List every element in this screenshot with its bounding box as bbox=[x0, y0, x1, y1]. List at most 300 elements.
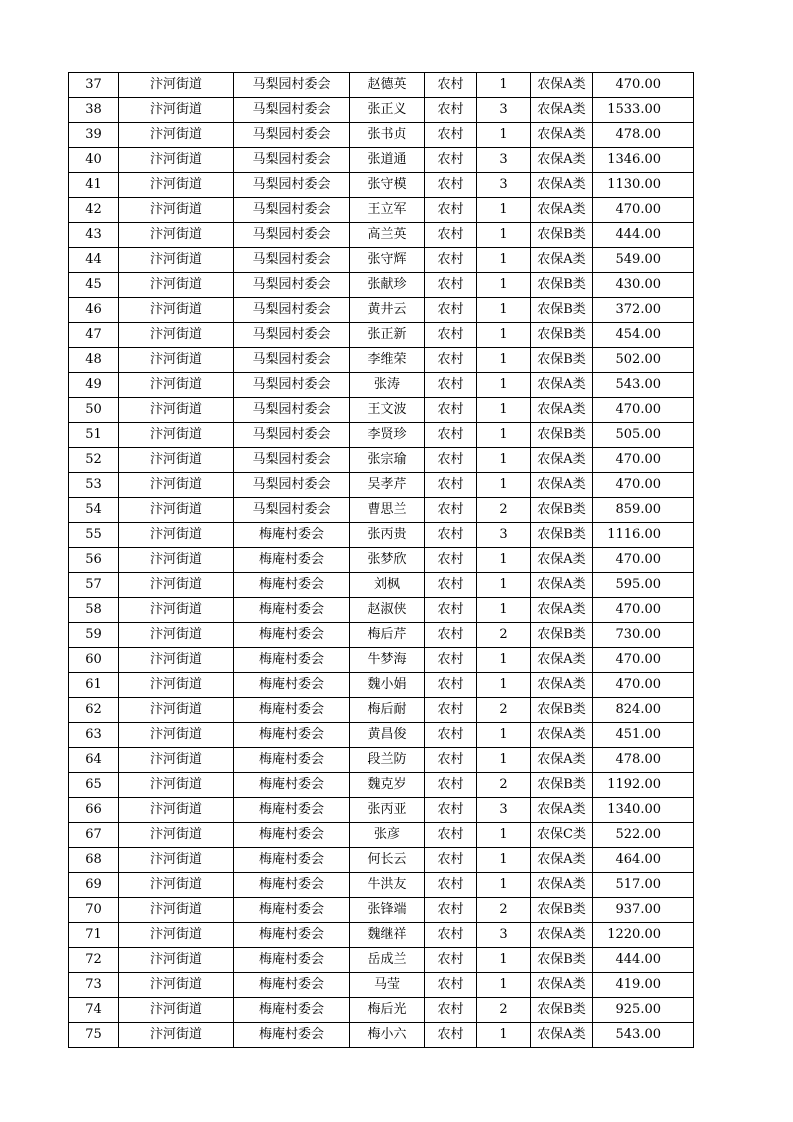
person-name-cell: 张正新 bbox=[350, 323, 425, 348]
table-row bbox=[69, 373, 694, 398]
family-size-cell: 1 bbox=[477, 423, 531, 448]
household-type-cell: 农村 bbox=[425, 123, 477, 148]
village-committee-cell: 梅庵村委会 bbox=[234, 823, 350, 848]
table-row bbox=[69, 873, 694, 898]
person-name-cell: 张道通 bbox=[350, 148, 425, 173]
street-name-cell: 汴河街道 bbox=[119, 323, 234, 348]
family-size-cell: 2 bbox=[477, 498, 531, 523]
household-type-cell: 农村 bbox=[425, 948, 477, 973]
street-name-cell: 汴河街道 bbox=[119, 273, 234, 298]
village-committee-cell: 梅庵村委会 bbox=[234, 573, 350, 598]
person-name-cell: 张守模 bbox=[350, 173, 425, 198]
insurance-category-cell: 农保B类 bbox=[531, 273, 593, 298]
family-size-cell: 2 bbox=[477, 898, 531, 923]
insurance-category-cell: 农保A类 bbox=[531, 173, 593, 198]
person-name-cell: 马莹 bbox=[350, 973, 425, 998]
village-committee-cell: 马梨园村委会 bbox=[234, 373, 350, 398]
street-name-cell: 汴河街道 bbox=[119, 398, 234, 423]
village-committee-cell: 梅庵村委会 bbox=[234, 898, 350, 923]
table-row bbox=[69, 773, 694, 798]
amount-cell: 478.00 bbox=[593, 748, 694, 773]
row-number-cell: 48 bbox=[69, 348, 119, 373]
insurance-category-cell: 农保A类 bbox=[531, 398, 593, 423]
street-name-cell: 汴河街道 bbox=[119, 423, 234, 448]
row-number-cell: 54 bbox=[69, 498, 119, 523]
amount-cell: 454.00 bbox=[593, 323, 694, 348]
row-number-cell: 39 bbox=[69, 123, 119, 148]
street-name-cell: 汴河街道 bbox=[119, 548, 234, 573]
village-committee-cell: 梅庵村委会 bbox=[234, 523, 350, 548]
street-name-cell: 汴河街道 bbox=[119, 173, 234, 198]
row-number-cell: 50 bbox=[69, 398, 119, 423]
insurance-category-cell: 农保B类 bbox=[531, 623, 593, 648]
amount-cell: 430.00 bbox=[593, 273, 694, 298]
amount-cell: 1340.00 bbox=[593, 798, 694, 823]
street-name-cell: 汴河街道 bbox=[119, 348, 234, 373]
village-committee-cell: 马梨园村委会 bbox=[234, 348, 350, 373]
row-number-cell: 59 bbox=[69, 623, 119, 648]
person-name-cell: 赵德英 bbox=[350, 73, 425, 98]
street-name-cell: 汴河街道 bbox=[119, 1023, 234, 1048]
insurance-category-cell: 农保B类 bbox=[531, 948, 593, 973]
row-number-cell: 56 bbox=[69, 548, 119, 573]
person-name-cell: 梅后光 bbox=[350, 998, 425, 1023]
village-committee-cell: 马梨园村委会 bbox=[234, 148, 350, 173]
household-type-cell: 农村 bbox=[425, 898, 477, 923]
household-type-cell: 农村 bbox=[425, 698, 477, 723]
table-row bbox=[69, 898, 694, 923]
person-name-cell: 王文波 bbox=[350, 398, 425, 423]
family-size-cell: 1 bbox=[477, 373, 531, 398]
village-committee-cell: 梅庵村委会 bbox=[234, 848, 350, 873]
amount-cell: 470.00 bbox=[593, 673, 694, 698]
insurance-category-cell: 农保A类 bbox=[531, 1023, 593, 1048]
table-row bbox=[69, 198, 694, 223]
table-row bbox=[69, 248, 694, 273]
table-row bbox=[69, 298, 694, 323]
table-row bbox=[69, 423, 694, 448]
table-row bbox=[69, 973, 694, 998]
person-name-cell: 岳成兰 bbox=[350, 948, 425, 973]
person-name-cell: 张涛 bbox=[350, 373, 425, 398]
person-name-cell: 魏小娟 bbox=[350, 673, 425, 698]
row-number-cell: 60 bbox=[69, 648, 119, 673]
table-row bbox=[69, 798, 694, 823]
street-name-cell: 汴河街道 bbox=[119, 223, 234, 248]
insurance-category-cell: 农保B类 bbox=[531, 348, 593, 373]
insurance-category-cell: 农保B类 bbox=[531, 523, 593, 548]
person-name-cell: 牛洪友 bbox=[350, 873, 425, 898]
household-type-cell: 农村 bbox=[425, 748, 477, 773]
household-type-cell: 农村 bbox=[425, 173, 477, 198]
insurance-category-cell: 农保A类 bbox=[531, 648, 593, 673]
street-name-cell: 汴河街道 bbox=[119, 923, 234, 948]
person-name-cell: 张宗瑜 bbox=[350, 448, 425, 473]
insurance-category-cell: 农保B类 bbox=[531, 698, 593, 723]
village-committee-cell: 梅庵村委会 bbox=[234, 748, 350, 773]
table-body bbox=[69, 73, 694, 1048]
village-committee-cell: 马梨园村委会 bbox=[234, 248, 350, 273]
amount-cell: 464.00 bbox=[593, 848, 694, 873]
table-row bbox=[69, 98, 694, 123]
amount-cell: 444.00 bbox=[593, 223, 694, 248]
family-size-cell: 1 bbox=[477, 823, 531, 848]
street-name-cell: 汴河街道 bbox=[119, 498, 234, 523]
family-size-cell: 3 bbox=[477, 798, 531, 823]
street-name-cell: 汴河街道 bbox=[119, 373, 234, 398]
table-row bbox=[69, 173, 694, 198]
street-name-cell: 汴河街道 bbox=[119, 898, 234, 923]
insurance-category-cell: 农保A类 bbox=[531, 598, 593, 623]
row-number-cell: 67 bbox=[69, 823, 119, 848]
amount-cell: 1220.00 bbox=[593, 923, 694, 948]
row-number-cell: 45 bbox=[69, 273, 119, 298]
household-type-cell: 农村 bbox=[425, 573, 477, 598]
insurance-category-cell: 农保A类 bbox=[531, 748, 593, 773]
family-size-cell: 1 bbox=[477, 748, 531, 773]
person-name-cell: 李维荣 bbox=[350, 348, 425, 373]
household-type-cell: 农村 bbox=[425, 348, 477, 373]
household-type-cell: 农村 bbox=[425, 398, 477, 423]
family-size-cell: 1 bbox=[477, 123, 531, 148]
family-size-cell: 1 bbox=[477, 573, 531, 598]
family-size-cell: 3 bbox=[477, 923, 531, 948]
row-number-cell: 57 bbox=[69, 573, 119, 598]
insurance-category-cell: 农保A类 bbox=[531, 448, 593, 473]
family-size-cell: 2 bbox=[477, 998, 531, 1023]
family-size-cell: 3 bbox=[477, 98, 531, 123]
insurance-category-cell: 农保A类 bbox=[531, 723, 593, 748]
family-size-cell: 1 bbox=[477, 948, 531, 973]
amount-cell: 925.00 bbox=[593, 998, 694, 1023]
family-size-cell: 1 bbox=[477, 848, 531, 873]
family-size-cell: 1 bbox=[477, 598, 531, 623]
person-name-cell: 刘枫 bbox=[350, 573, 425, 598]
household-type-cell: 农村 bbox=[425, 448, 477, 473]
table-row bbox=[69, 748, 694, 773]
village-committee-cell: 梅庵村委会 bbox=[234, 998, 350, 1023]
amount-cell: 470.00 bbox=[593, 73, 694, 98]
household-type-cell: 农村 bbox=[425, 598, 477, 623]
street-name-cell: 汴河街道 bbox=[119, 248, 234, 273]
household-type-cell: 农村 bbox=[425, 723, 477, 748]
street-name-cell: 汴河街道 bbox=[119, 823, 234, 848]
street-name-cell: 汴河街道 bbox=[119, 748, 234, 773]
family-size-cell: 1 bbox=[477, 1023, 531, 1048]
row-number-cell: 75 bbox=[69, 1023, 119, 1048]
person-name-cell: 张守辉 bbox=[350, 248, 425, 273]
household-type-cell: 农村 bbox=[425, 148, 477, 173]
table-row bbox=[69, 623, 694, 648]
table-row bbox=[69, 673, 694, 698]
person-name-cell: 梅小六 bbox=[350, 1023, 425, 1048]
household-type-cell: 农村 bbox=[425, 623, 477, 648]
household-type-cell: 农村 bbox=[425, 223, 477, 248]
person-name-cell: 何长云 bbox=[350, 848, 425, 873]
person-name-cell: 魏克岁 bbox=[350, 773, 425, 798]
street-name-cell: 汴河街道 bbox=[119, 798, 234, 823]
person-name-cell: 高兰英 bbox=[350, 223, 425, 248]
street-name-cell: 汴河街道 bbox=[119, 873, 234, 898]
person-name-cell: 张正义 bbox=[350, 98, 425, 123]
street-name-cell: 汴河街道 bbox=[119, 648, 234, 673]
household-type-cell: 农村 bbox=[425, 273, 477, 298]
family-size-cell: 1 bbox=[477, 348, 531, 373]
amount-cell: 451.00 bbox=[593, 723, 694, 748]
street-name-cell: 汴河街道 bbox=[119, 448, 234, 473]
family-size-cell: 1 bbox=[477, 448, 531, 473]
row-number-cell: 64 bbox=[69, 748, 119, 773]
table-row bbox=[69, 998, 694, 1023]
family-size-cell: 1 bbox=[477, 648, 531, 673]
table-row bbox=[69, 723, 694, 748]
household-type-cell: 农村 bbox=[425, 998, 477, 1023]
person-name-cell: 段兰防 bbox=[350, 748, 425, 773]
household-type-cell: 农村 bbox=[425, 798, 477, 823]
village-committee-cell: 马梨园村委会 bbox=[234, 423, 350, 448]
amount-cell: 517.00 bbox=[593, 873, 694, 898]
street-name-cell: 汴河街道 bbox=[119, 973, 234, 998]
row-number-cell: 72 bbox=[69, 948, 119, 973]
household-type-cell: 农村 bbox=[425, 1023, 477, 1048]
amount-cell: 419.00 bbox=[593, 973, 694, 998]
amount-cell: 1192.00 bbox=[593, 773, 694, 798]
insurance-category-cell: 农保B类 bbox=[531, 223, 593, 248]
street-name-cell: 汴河街道 bbox=[119, 473, 234, 498]
amount-cell: 859.00 bbox=[593, 498, 694, 523]
row-number-cell: 38 bbox=[69, 98, 119, 123]
household-type-cell: 农村 bbox=[425, 373, 477, 398]
insurance-category-cell: 农保C类 bbox=[531, 823, 593, 848]
family-size-cell: 1 bbox=[477, 73, 531, 98]
insurance-category-cell: 农保B类 bbox=[531, 898, 593, 923]
row-number-cell: 68 bbox=[69, 848, 119, 873]
village-committee-cell: 梅庵村委会 bbox=[234, 798, 350, 823]
amount-cell: 505.00 bbox=[593, 423, 694, 448]
amount-cell: 470.00 bbox=[593, 648, 694, 673]
street-name-cell: 汴河街道 bbox=[119, 573, 234, 598]
street-name-cell: 汴河街道 bbox=[119, 73, 234, 98]
table-row bbox=[69, 348, 694, 373]
person-name-cell: 曹思兰 bbox=[350, 498, 425, 523]
household-type-cell: 农村 bbox=[425, 298, 477, 323]
person-name-cell: 张丙亚 bbox=[350, 798, 425, 823]
family-size-cell: 3 bbox=[477, 173, 531, 198]
person-name-cell: 王立军 bbox=[350, 198, 425, 223]
household-type-cell: 农村 bbox=[425, 73, 477, 98]
insurance-category-cell: 农保B类 bbox=[531, 298, 593, 323]
village-committee-cell: 马梨园村委会 bbox=[234, 223, 350, 248]
row-number-cell: 63 bbox=[69, 723, 119, 748]
family-size-cell: 1 bbox=[477, 398, 531, 423]
village-committee-cell: 马梨园村委会 bbox=[234, 473, 350, 498]
insurance-category-cell: 农保A类 bbox=[531, 248, 593, 273]
table-row bbox=[69, 548, 694, 573]
village-committee-cell: 梅庵村委会 bbox=[234, 598, 350, 623]
family-size-cell: 3 bbox=[477, 148, 531, 173]
street-name-cell: 汴河街道 bbox=[119, 148, 234, 173]
row-number-cell: 66 bbox=[69, 798, 119, 823]
table-row bbox=[69, 498, 694, 523]
household-type-cell: 农村 bbox=[425, 773, 477, 798]
insurance-category-cell: 农保A类 bbox=[531, 98, 593, 123]
household-type-cell: 农村 bbox=[425, 923, 477, 948]
family-size-cell: 2 bbox=[477, 773, 531, 798]
family-size-cell: 1 bbox=[477, 198, 531, 223]
insurance-category-cell: 农保A类 bbox=[531, 848, 593, 873]
street-name-cell: 汴河街道 bbox=[119, 623, 234, 648]
person-name-cell: 黄井云 bbox=[350, 298, 425, 323]
street-name-cell: 汴河街道 bbox=[119, 698, 234, 723]
household-type-cell: 农村 bbox=[425, 423, 477, 448]
village-committee-cell: 马梨园村委会 bbox=[234, 73, 350, 98]
insurance-category-cell: 农保B类 bbox=[531, 773, 593, 798]
row-number-cell: 65 bbox=[69, 773, 119, 798]
table-row bbox=[69, 823, 694, 848]
row-number-cell: 69 bbox=[69, 873, 119, 898]
amount-cell: 595.00 bbox=[593, 573, 694, 598]
insurance-category-cell: 农保B类 bbox=[531, 498, 593, 523]
village-committee-cell: 马梨园村委会 bbox=[234, 123, 350, 148]
row-number-cell: 41 bbox=[69, 173, 119, 198]
person-name-cell: 张丙贵 bbox=[350, 523, 425, 548]
table-row bbox=[69, 598, 694, 623]
person-name-cell: 梅后芹 bbox=[350, 623, 425, 648]
person-name-cell: 张书贞 bbox=[350, 123, 425, 148]
insurance-category-cell: 农保A类 bbox=[531, 473, 593, 498]
amount-cell: 470.00 bbox=[593, 548, 694, 573]
row-number-cell: 61 bbox=[69, 673, 119, 698]
village-committee-cell: 梅庵村委会 bbox=[234, 873, 350, 898]
household-type-cell: 农村 bbox=[425, 248, 477, 273]
village-committee-cell: 梅庵村委会 bbox=[234, 973, 350, 998]
village-committee-cell: 梅庵村委会 bbox=[234, 623, 350, 648]
person-name-cell: 黄昌俊 bbox=[350, 723, 425, 748]
row-number-cell: 52 bbox=[69, 448, 119, 473]
row-number-cell: 51 bbox=[69, 423, 119, 448]
street-name-cell: 汴河街道 bbox=[119, 198, 234, 223]
amount-cell: 478.00 bbox=[593, 123, 694, 148]
amount-cell: 522.00 bbox=[593, 823, 694, 848]
household-type-cell: 农村 bbox=[425, 498, 477, 523]
table-row bbox=[69, 323, 694, 348]
village-committee-cell: 马梨园村委会 bbox=[234, 173, 350, 198]
family-size-cell: 1 bbox=[477, 323, 531, 348]
village-committee-cell: 梅庵村委会 bbox=[234, 923, 350, 948]
amount-cell: 470.00 bbox=[593, 598, 694, 623]
person-name-cell: 牛梦海 bbox=[350, 648, 425, 673]
table-row bbox=[69, 473, 694, 498]
household-type-cell: 农村 bbox=[425, 673, 477, 698]
family-size-cell: 3 bbox=[477, 523, 531, 548]
table-row bbox=[69, 223, 694, 248]
household-type-cell: 农村 bbox=[425, 848, 477, 873]
person-name-cell: 吴孝芹 bbox=[350, 473, 425, 498]
row-number-cell: 44 bbox=[69, 248, 119, 273]
family-size-cell: 2 bbox=[477, 623, 531, 648]
person-name-cell: 张锋端 bbox=[350, 898, 425, 923]
insurance-category-cell: 农保A类 bbox=[531, 673, 593, 698]
table-row bbox=[69, 698, 694, 723]
village-committee-cell: 马梨园村委会 bbox=[234, 398, 350, 423]
family-size-cell: 1 bbox=[477, 548, 531, 573]
village-committee-cell: 梅庵村委会 bbox=[234, 1023, 350, 1048]
household-type-cell: 农村 bbox=[425, 973, 477, 998]
amount-cell: 470.00 bbox=[593, 398, 694, 423]
amount-cell: 824.00 bbox=[593, 698, 694, 723]
village-committee-cell: 马梨园村委会 bbox=[234, 98, 350, 123]
street-name-cell: 汴河街道 bbox=[119, 773, 234, 798]
table-row bbox=[69, 398, 694, 423]
street-name-cell: 汴河街道 bbox=[119, 298, 234, 323]
family-size-cell: 1 bbox=[477, 248, 531, 273]
village-committee-cell: 梅庵村委会 bbox=[234, 648, 350, 673]
person-name-cell: 赵淑侠 bbox=[350, 598, 425, 623]
table-row bbox=[69, 523, 694, 548]
village-committee-cell: 马梨园村委会 bbox=[234, 498, 350, 523]
village-committee-cell: 梅庵村委会 bbox=[234, 773, 350, 798]
row-number-cell: 62 bbox=[69, 698, 119, 723]
family-size-cell: 1 bbox=[477, 873, 531, 898]
household-type-cell: 农村 bbox=[425, 198, 477, 223]
amount-cell: 730.00 bbox=[593, 623, 694, 648]
household-type-cell: 农村 bbox=[425, 98, 477, 123]
household-type-cell: 农村 bbox=[425, 323, 477, 348]
amount-cell: 470.00 bbox=[593, 473, 694, 498]
table-row bbox=[69, 573, 694, 598]
insurance-category-cell: 农保A类 bbox=[531, 573, 593, 598]
row-number-cell: 37 bbox=[69, 73, 119, 98]
amount-cell: 937.00 bbox=[593, 898, 694, 923]
table-row bbox=[69, 848, 694, 873]
row-number-cell: 46 bbox=[69, 298, 119, 323]
village-committee-cell: 马梨园村委会 bbox=[234, 298, 350, 323]
village-committee-cell: 梅庵村委会 bbox=[234, 548, 350, 573]
relief-roster-table bbox=[68, 72, 694, 1048]
family-size-cell: 1 bbox=[477, 473, 531, 498]
amount-cell: 444.00 bbox=[593, 948, 694, 973]
household-type-cell: 农村 bbox=[425, 523, 477, 548]
amount-cell: 1533.00 bbox=[593, 98, 694, 123]
row-number-cell: 71 bbox=[69, 923, 119, 948]
amount-cell: 1346.00 bbox=[593, 148, 694, 173]
row-number-cell: 47 bbox=[69, 323, 119, 348]
amount-cell: 1130.00 bbox=[593, 173, 694, 198]
street-name-cell: 汴河街道 bbox=[119, 123, 234, 148]
insurance-category-cell: 农保B类 bbox=[531, 423, 593, 448]
village-committee-cell: 梅庵村委会 bbox=[234, 698, 350, 723]
person-name-cell: 李贤珍 bbox=[350, 423, 425, 448]
person-name-cell: 张献珍 bbox=[350, 273, 425, 298]
row-number-cell: 73 bbox=[69, 973, 119, 998]
amount-cell: 372.00 bbox=[593, 298, 694, 323]
table-row bbox=[69, 648, 694, 673]
insurance-category-cell: 农保A类 bbox=[531, 198, 593, 223]
street-name-cell: 汴河街道 bbox=[119, 723, 234, 748]
household-type-cell: 农村 bbox=[425, 548, 477, 573]
person-name-cell: 梅后耐 bbox=[350, 698, 425, 723]
insurance-category-cell: 农保A类 bbox=[531, 73, 593, 98]
row-number-cell: 43 bbox=[69, 223, 119, 248]
insurance-category-cell: 农保A类 bbox=[531, 123, 593, 148]
street-name-cell: 汴河街道 bbox=[119, 673, 234, 698]
amount-cell: 502.00 bbox=[593, 348, 694, 373]
insurance-category-cell: 农保A类 bbox=[531, 548, 593, 573]
table-row bbox=[69, 923, 694, 948]
row-number-cell: 58 bbox=[69, 598, 119, 623]
insurance-category-cell: 农保B类 bbox=[531, 323, 593, 348]
village-committee-cell: 马梨园村委会 bbox=[234, 198, 350, 223]
